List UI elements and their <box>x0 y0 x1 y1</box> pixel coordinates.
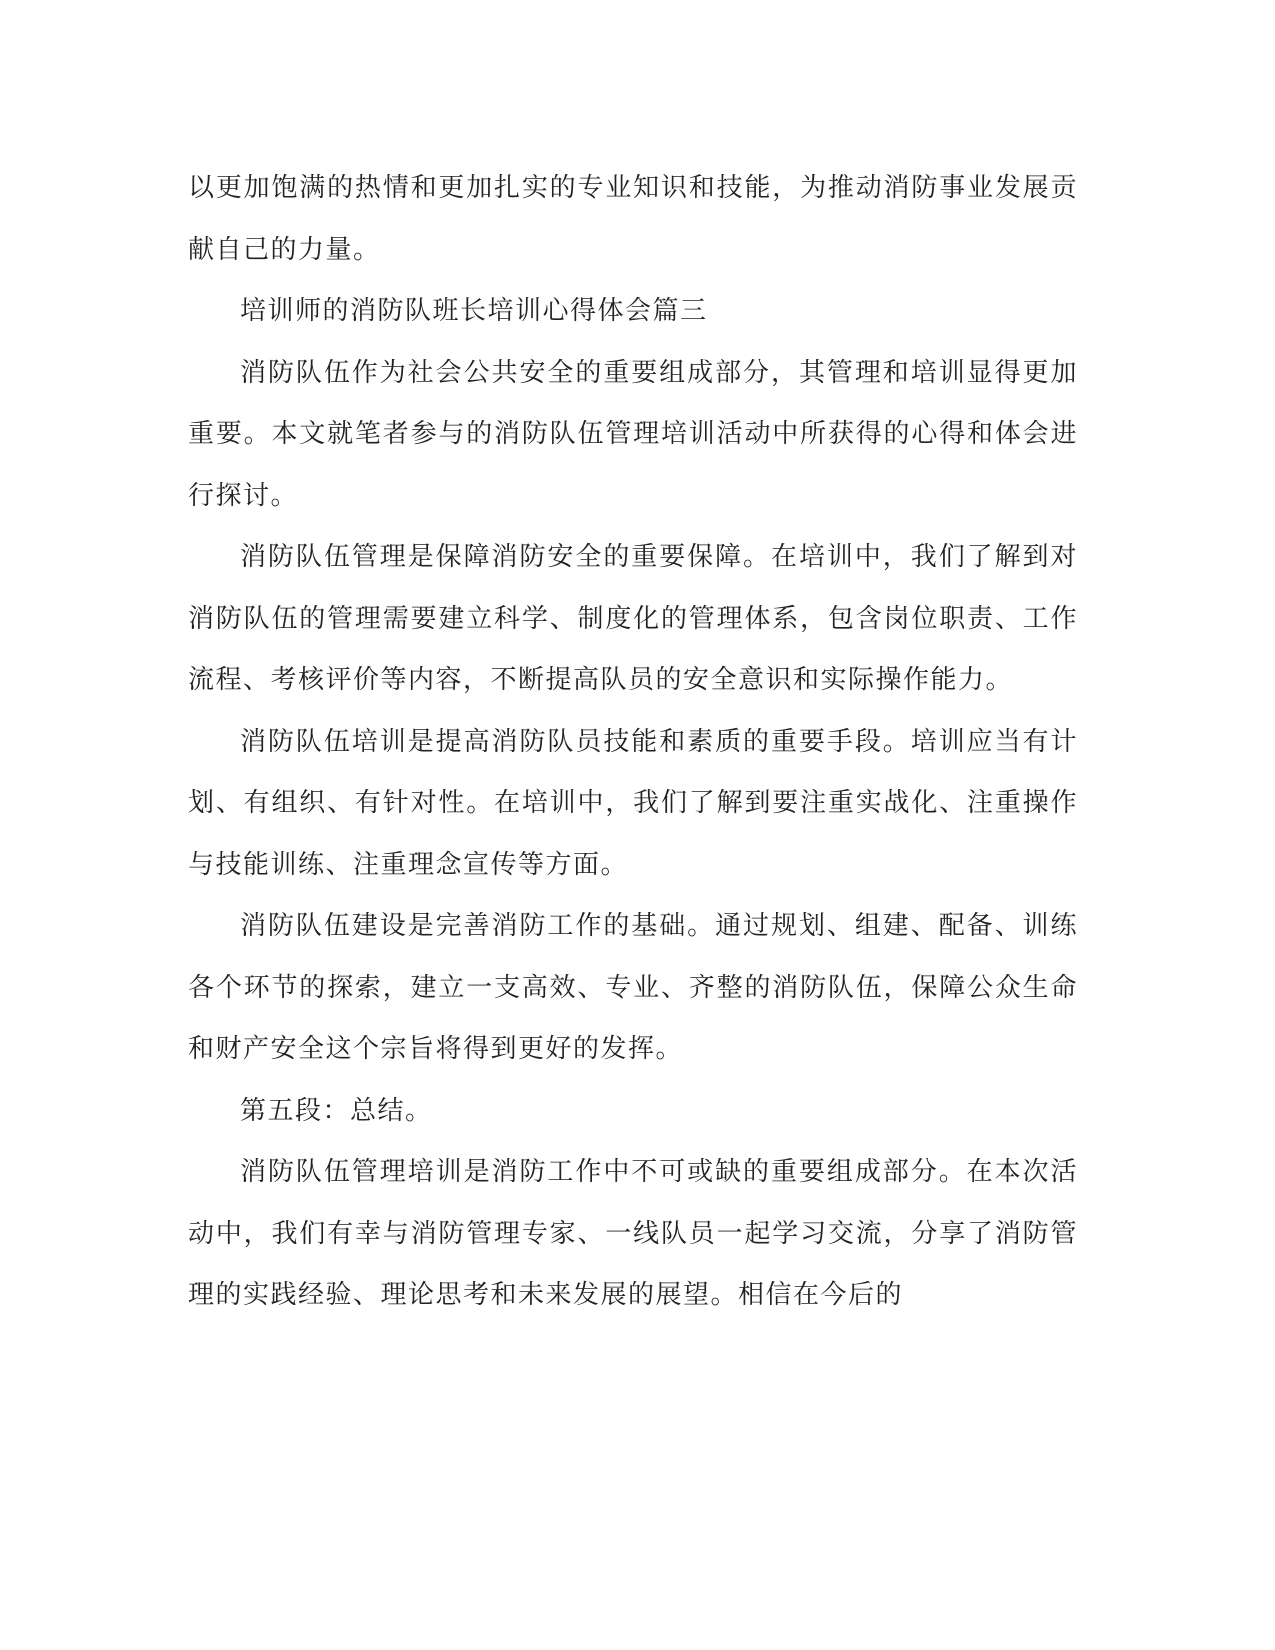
paragraph-construction: 消防队伍建设是完善消防工作的基础。通过规划、组建、配备、训练各个环节的探索，建立一支高效、专业、齐整的消防队伍，保障公众生命和财产安全这个宗旨将得到更好的发挥。 <box>188 911 1078 1064</box>
document-body <box>188 158 1078 1327</box>
paragraph-management: 消防队伍管理是保障消防安全的重要保障。在培训中，我们了解到对消防队伍的管理需要建立科学、制度化的管理体系，包含岗位职责、工作流程、考核评价等内容，不断提高队员的安全意识和实际操作能力。 <box>188 542 1078 695</box>
paragraph-summary: 消防队伍管理培训是消防工作中不可或缺的重要组成部分。在本次活动中，我们有幸与消防管理专家、一线队员一起学习交流，分享了消防管理的实践经验、理论思考和未来发展的展望。相信在今后的 <box>188 1157 1078 1310</box>
section-heading: 培训师的消防队班长培训心得体会篇三 <box>240 296 708 326</box>
paragraph-training: 消防队伍培训是提高消防队员技能和素质的重要手段。培训应当有计划、有组织、有针对性。在培训中，我们了解到要注重实战化、注重操作与技能训练、注重理念宣传等方面。 <box>188 726 1078 880</box>
section-summary-heading: 第五段：总结。 <box>240 1095 433 1126</box>
paragraph-continuation: 以更加饱满的热情和更加扎实的专业知识和技能，为推动消防事业发展贡献自己的力量。 <box>188 173 1078 265</box>
paragraph-intro: 消防队伍作为社会公共安全的重要组成部分，其管理和培训显得更加重要。本文就笔者参与的消防队伍管理培训活动中所获得的心得和体会进行探讨。 <box>188 357 1078 511</box>
